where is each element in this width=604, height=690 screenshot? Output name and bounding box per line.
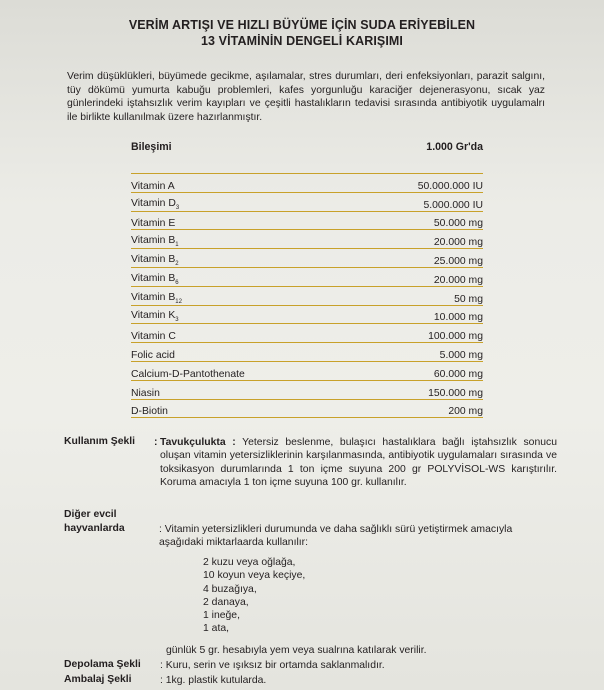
per-kg-header: 1.000 Gr'da (426, 141, 483, 153)
packaging-label: Ambalaj Şekli (64, 674, 132, 685)
table-row (131, 324, 483, 343)
list-item: 2 danaya, (203, 596, 249, 608)
ingredient-name: Vitamin $D_3$ (131, 192, 355, 211)
usage-label: Kullanım Şekli (64, 436, 136, 447)
list-item: 2 kuzu veya oğlağa, (203, 557, 296, 568)
ingredient-name: Folic acid (131, 343, 355, 362)
packaging-text: : 1kg. plastik kutularda. (160, 675, 267, 686)
ingredient-amount: 25.000 mg (355, 249, 483, 268)
other-animals-label-2: hayvanlarda (64, 523, 125, 534)
usage-body: Yetersiz beslenme, bulaşıcı hastalıklara bağlı iştahsızlık sonucu oluşan vitamin yetersizliklerinin karşılanmasında, antibiyotik uygulamaları sırasında ve toksikasyon durumlarında 1 ton içme suyuna 200 gr POLYVİSOL-WS karıştırılır. Koruma amacıyla 1 ton içme suyuna 100 gr. kullanılır. (160, 437, 557, 489)
storage-label: Depolama Şekli (64, 659, 141, 670)
ingredient-name: Vitamin $K_3$ (131, 305, 355, 324)
ingredient-amount: 50.000.000 IU (355, 174, 483, 193)
list-item: 4 buzağıya, (203, 583, 257, 595)
ingredient-name: D-Biotin (131, 399, 355, 418)
list-item: 10 koyun veya keçiye, (203, 570, 306, 582)
usage-colon: : (154, 437, 158, 448)
ingredient-name: Niasin (131, 380, 355, 399)
table-row (131, 399, 483, 418)
intro-paragraph: Verim düşüklükleri, büyümede gecikme, aşılamalar, stres durumları, deri enfeksiyonları, parazit salgını, tüy dökümü yumurta kabuğu problemleri, kafes yorgunluğu karaciğer dejenerasyonu, sıcak yaz günlerindeki iştahsızlık verim kayıpları ve çeşitli hastalıkların tedavisi sırasında antibiyotik uygulamalrı ile birlikte kullanılmak üzere hazırlanmıştır. (67, 71, 545, 123)
ingredient-amount: 50 mg (355, 286, 483, 305)
table-row (131, 249, 483, 268)
ingredient-amount: 60.000 mg (355, 361, 483, 380)
ingredient-name: Vitamin $B_2$ (131, 249, 355, 268)
table-header (131, 141, 483, 153)
composition-header: Bileşimi (131, 141, 172, 153)
ingredient-name: Vitamin E (131, 211, 355, 230)
table-row (131, 211, 483, 230)
table-row (131, 174, 483, 193)
page-title (0, 17, 604, 49)
table-row (131, 361, 483, 380)
ingredient-amount: 5.000.000 IU (355, 192, 483, 211)
composition-table (131, 173, 483, 418)
table-row (131, 380, 483, 399)
ingredient-name: Vitamin $B_1$ (131, 230, 355, 249)
ingredient-name: Vitamin A (131, 174, 355, 193)
daily-dose-text: günlük 5 gr. hesabıyla yem veya sualrına katılarak verilir. (166, 645, 427, 656)
ingredient-name: Vitamin $B_{12}$ (131, 286, 355, 305)
ingredient-amount: 200 mg (355, 399, 483, 418)
table-row (131, 267, 483, 286)
other-animals-label-1: Diğer evcil (64, 509, 117, 520)
ingredient-amount: 20.000 mg (355, 267, 483, 286)
title-line-2: 13 VİTAMİNİN DENGELİ KARIŞIMI (201, 34, 403, 48)
title-line-1: VERİM ARTIŞI VE HIZLI BÜYÜME İÇİN SUDA ERİYEBİLEN (128, 18, 476, 32)
list-item: 1 ineğe, (203, 610, 240, 622)
table-row (131, 230, 483, 249)
table-row (131, 343, 483, 362)
dosage-list (203, 556, 305, 636)
ingredient-amount: 50.000 mg (355, 211, 483, 230)
table-row (131, 286, 483, 305)
usage-lead: Tavukçulukta : (160, 437, 236, 448)
ingredient-amount: 5.000 mg (355, 343, 483, 362)
ingredient-name: Vitamin C (131, 324, 355, 343)
ingredient-name: Vitamin $B_6$ (131, 267, 355, 286)
ingredient-amount: 10.000 mg (355, 305, 483, 324)
list-item: 1 ata, (203, 623, 229, 635)
table-row (131, 192, 483, 211)
table-row (131, 305, 483, 324)
ingredient-amount: 150.000 mg (355, 380, 483, 399)
ingredient-name: Calcium-D-Pantothenate (131, 361, 355, 380)
ingredient-amount: 20.000 mg (355, 230, 483, 249)
usage-text (160, 436, 557, 490)
ingredient-amount: 100.000 mg (355, 324, 483, 343)
storage-text: : Kuru, serin ve ışıksız bir ortamda saklanmalıdır. (160, 660, 385, 671)
other-animals-text: : Vitamin yetersizlikleri durumunda ve daha sağlıklı sürü yetiştirmek amacıyla aşağıdaki miktarlaarda kullanılır: (159, 524, 513, 549)
